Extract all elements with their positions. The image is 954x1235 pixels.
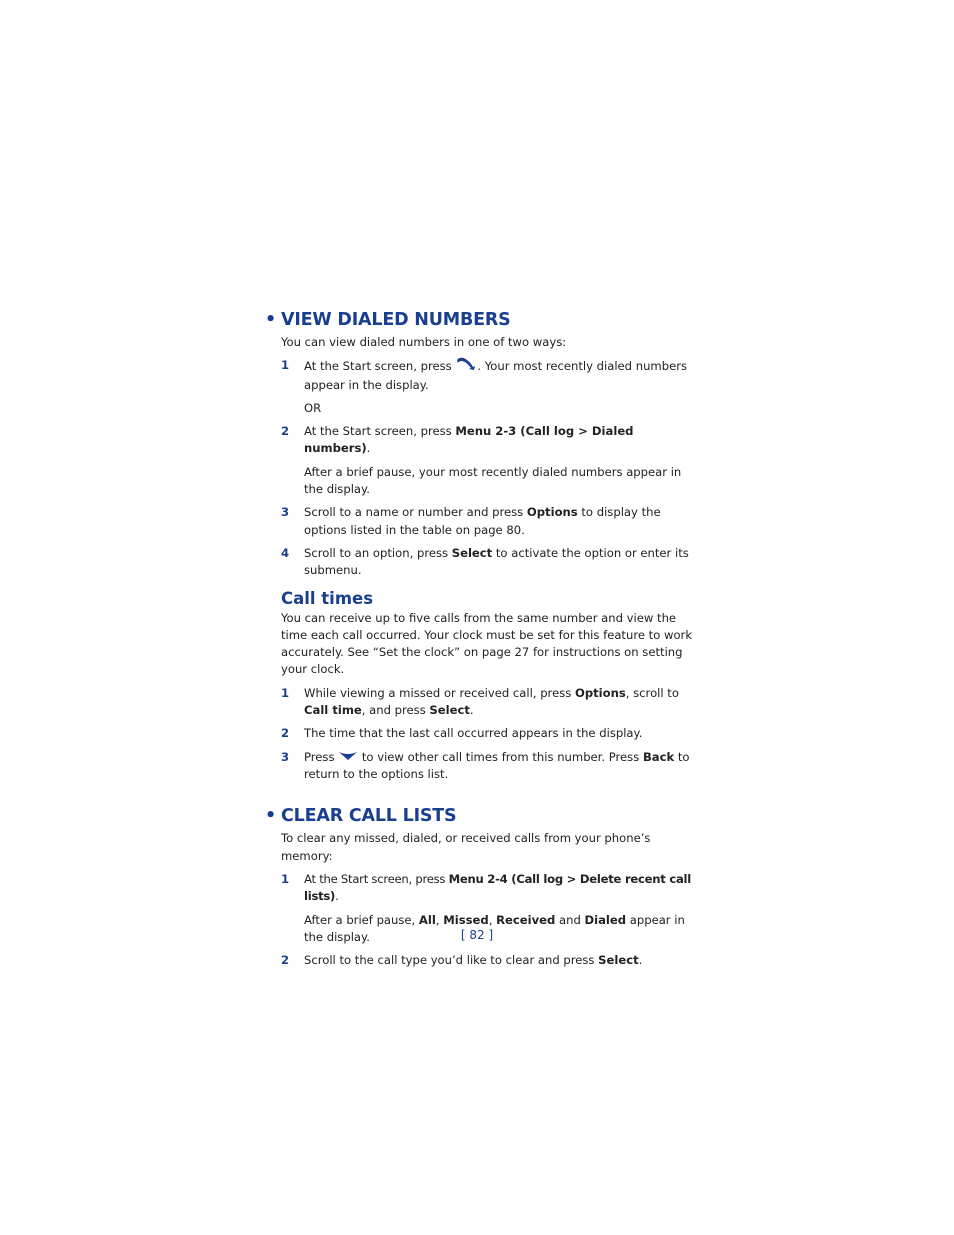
step-text: Press	[304, 749, 339, 764]
step-text: .	[638, 953, 643, 968]
option-label: Received	[496, 912, 556, 927]
intro-clear: To clear any missed, dialed, or received calls from your phone’s memory:	[281, 831, 651, 863]
step-number: 4	[281, 545, 290, 560]
intro-call-times: You can receive up to five calls from the same number and view the time each call occurred. Your clock must be set for this feature to work accurately. See “Set the clock” on page 27 for instructions on setting your clock.	[281, 610, 693, 677]
step-text: The time that the last call occurred appears in the display.	[304, 726, 643, 741]
step-text: Scroll to the call type you’d like to clear and press	[304, 953, 599, 968]
key-label: Back	[642, 749, 675, 764]
section-title-text: CLEAR CALL LISTS	[281, 806, 457, 827]
step-calltimes-3	[265, 749, 695, 784]
step-text: to return to the options list.	[304, 749, 690, 782]
key-label: Select	[451, 545, 493, 560]
step-number: 1	[281, 871, 289, 886]
key-label: Options	[574, 685, 626, 700]
step-text: ,	[488, 912, 497, 927]
step-text: .	[366, 441, 371, 456]
step-view-3	[265, 504, 695, 539]
step-text: to activate the option or enter its submenu.	[304, 545, 689, 578]
step-view-1	[265, 357, 695, 394]
key-label: Select	[429, 703, 470, 718]
menu-path: Menu 2-3 (Call log > Dialed numbers)	[304, 424, 634, 456]
key-label: Call time	[304, 703, 362, 718]
step-view-4	[265, 545, 695, 580]
step-text: ,	[435, 912, 444, 927]
step-calltimes-1	[265, 685, 695, 720]
step-number: 2	[281, 424, 290, 439]
bullet: •	[265, 806, 276, 827]
key-label: Select	[598, 953, 639, 968]
page-number: [ 82 ]	[460, 928, 494, 942]
step-text: At the Start screen, press	[304, 424, 456, 439]
or-label: OR	[304, 400, 322, 415]
step-view-2-cont: After a brief pause, your most recently dialed numbers appear in the display.	[304, 464, 682, 497]
section-title-text: VIEW DIALED NUMBERS	[281, 310, 511, 330]
scroll-down-icon	[338, 749, 358, 766]
step-text: , scroll to	[625, 685, 679, 700]
bullet: •	[265, 310, 276, 330]
menu-path: Menu 2-4 (Call log > Delete recent call lists)	[304, 871, 691, 904]
step-text: After a brief pause,	[304, 912, 419, 927]
step-view-2	[265, 423, 695, 458]
step-calltimes-2	[265, 725, 695, 742]
section-title-view-dialed	[265, 308, 695, 332]
key-label: Options	[526, 505, 578, 520]
step-text: .	[335, 889, 339, 904]
step-text: appear in the display.	[304, 912, 685, 944]
step-number: 2	[281, 953, 290, 968]
talk-key-icon	[455, 357, 477, 376]
option-label: Missed	[443, 912, 489, 927]
option-label: Dialed	[584, 912, 627, 927]
option-label: All	[418, 912, 436, 927]
subsection-title-call-times: Call times	[281, 588, 374, 608]
step-text: While viewing a missed or received call, press	[304, 685, 575, 700]
step-number: 3	[281, 505, 290, 520]
step-text: and	[555, 912, 585, 927]
step-number: 3	[281, 749, 290, 764]
step-text: to view other call times from this number. Press	[358, 749, 643, 764]
page-content	[265, 308, 695, 969]
step-number: 2	[281, 726, 290, 741]
section-title-clear-call-lists	[265, 804, 695, 828]
step-number: 1	[281, 685, 290, 700]
step-text: Scroll to an option, press	[304, 545, 452, 560]
intro-view-dialed: You can view dialed numbers in one of two ways:	[281, 335, 567, 349]
step-clear-1	[265, 871, 695, 906]
step-number: 1	[281, 358, 290, 373]
step-text: to display the options listed in the table on page 80.	[304, 505, 661, 537]
step-text: , and press	[361, 703, 430, 718]
step-text: .	[469, 703, 474, 718]
step-clear-2	[265, 952, 695, 969]
step-text: At the Start screen, press	[304, 871, 449, 886]
step-text: At the Start screen, press	[304, 359, 456, 374]
step-text: . Your most recently dialed numbers appear in the display.	[304, 359, 688, 392]
step-text: Scroll to a name or number and press	[304, 505, 527, 520]
